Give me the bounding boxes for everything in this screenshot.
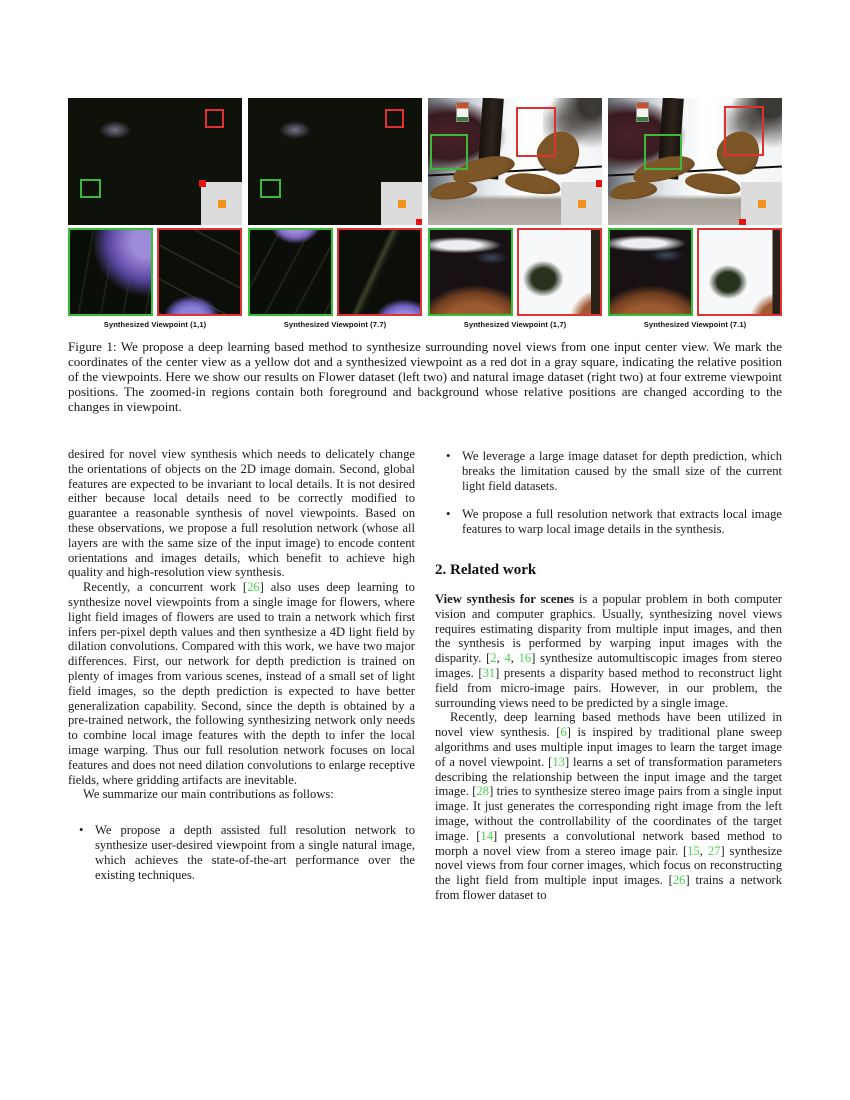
body-text: ] presents a convolutional network based method to morph a novel view from a stereo image pair. [	[435, 828, 783, 858]
green-region-box	[430, 134, 468, 170]
citation-link[interactable]: 28	[476, 784, 490, 799]
zoomed-crops-row	[68, 228, 782, 329]
synthesized-viewpoint-dot	[596, 180, 602, 187]
left-column	[68, 447, 415, 903]
crop-pair-3	[428, 228, 602, 329]
section-heading: 2. Related work	[435, 561, 537, 578]
green-region-box	[644, 134, 682, 170]
zoom-crop-red	[517, 228, 602, 316]
paragraph	[435, 710, 782, 902]
red-region-box	[205, 109, 224, 128]
figure-panel-3	[428, 98, 602, 225]
body-text: desired for novel view synthesis which needs to delicately change the orientations of objects on the 2D image domain. Second, global features are expected to be invariant to local details. It is not desired either because local details need to be correctly modified to guarantee a reasonable synthesis of novel viewpoints. Based on these observations, we propose a full resolution network (whose all layers are with the same size of the input image) to encode content orientations and images details, which benefit to achieve high quality and high-resolution view synthesis.	[68, 447, 415, 580]
list-item: • We leverage a large image dataset for depth prediction, which breaks the limitation caused by the small size of the current light field datasets.	[435, 449, 782, 493]
contributions-list	[68, 823, 415, 882]
center-view-dot	[578, 200, 586, 208]
citation-link[interactable]: 26	[247, 580, 260, 595]
citation-link[interactable]: 26	[672, 873, 686, 888]
citation-link[interactable]: 16	[518, 651, 532, 666]
zoom-crop-green	[248, 228, 333, 316]
crop-pair-2	[248, 228, 422, 329]
body-text: Recently, a concurrent work [	[83, 580, 248, 595]
crop-pair-1	[68, 228, 242, 329]
citation-link[interactable]: 27	[707, 843, 721, 858]
viewpoint-coordinate-square	[381, 182, 422, 225]
list-item: • We propose a full resolution network that extracts local image features to warp local image details in the synthesis.	[435, 507, 782, 537]
red-region-box	[724, 106, 764, 156]
body-columns	[68, 447, 782, 903]
citation-link[interactable]: 2	[490, 651, 497, 666]
body-text: Recently, deep learning based methods have been utilized in novel view synthesis. [	[435, 710, 782, 740]
figure-panel-1	[68, 98, 242, 225]
citation-link[interactable]: 15	[687, 843, 700, 858]
red-region-box	[385, 109, 404, 128]
figure-photo-row	[68, 98, 782, 225]
citation-link[interactable]: 6	[560, 725, 567, 740]
body-text: ] is inspired by traditional plane sweep algorithms and uses multiple input images to learn the target image of a novel viewpoint. [	[435, 725, 782, 769]
paragraph	[68, 580, 415, 787]
zoom-crop-red	[157, 228, 242, 316]
viewpoint-coordinate-square	[561, 182, 602, 225]
leaf	[683, 170, 741, 198]
center-view-dot	[218, 200, 226, 208]
red-region-box	[516, 107, 556, 157]
citation-link[interactable]: 14	[480, 828, 494, 843]
synthesized-viewpoint-dot	[416, 219, 422, 225]
paragraph	[68, 447, 415, 580]
zoom-crop-green	[68, 228, 153, 316]
citation-link[interactable]: 31	[482, 665, 496, 680]
bold-lead-text: View synthesis for scenes	[435, 591, 575, 606]
synthesized-viewpoint-dot	[739, 219, 746, 225]
body-text: ] learns a set of transformation parameters describing the relationship between the input image and the target image. [	[435, 754, 782, 799]
center-view-dot	[758, 200, 766, 208]
figure-panel-2	[248, 98, 422, 225]
paragraph: We summarize our main contributions as follows:	[83, 787, 334, 802]
synthesized-viewpoint-dot	[199, 180, 206, 187]
body-text: ,	[496, 651, 505, 666]
body-text: is a popular problem in both computer vision and computer graphics. Usually, synthesizing novel views requires estimating disparity from multiple input images, and then the synthesis is performed by warping input images with the disparity. [	[435, 591, 782, 666]
list-item: • We propose a depth assisted full resolution network to synthesize user-desired viewpoint from a single natural image, which achieves the state-of-the-art performance over the existing techniques.	[68, 823, 415, 882]
body-text: ] presents a disparity based method to reconstruct light field from micro-image pairs. However, in our problem, the surrounding views need to be predicted by a single image.	[435, 665, 783, 710]
body-text: ] synthesize novel views from four corner images, which focus on reconstructing the light field from multiple input images. [	[435, 843, 783, 888]
paragraph	[435, 592, 782, 710]
leaf	[609, 179, 658, 201]
center-view-dot	[398, 200, 406, 208]
zoom-crop-green	[608, 228, 693, 316]
body-text: ,	[699, 843, 708, 858]
viewpoint-label: Synthesized Viewpoint (7.1)	[643, 320, 747, 329]
contributions-list	[435, 449, 782, 537]
leaf	[429, 179, 478, 201]
viewpoint-coordinate-square	[201, 182, 242, 225]
viewpoint-label: Synthesized Viewpoint (1,7)	[463, 320, 567, 329]
citation-link[interactable]: 13	[552, 754, 565, 769]
body-text: ] also uses deep learning to synthesize novel viewpoints from a single image for flowers, where light field images of flowers are used to train a network which first infers per-pixel depth values and then synthesize a 4D light field by dilation convolutions. Compared with this work, we have two major differences. First, our network for depth prediction is trained on plenty of images from various scenes, instead of a small set of light field images, so the depth prediction is expected to have better generalization capability. Second, since the depth is obtained by a pre-trained network, the following synthesizing network only needs to combine local image features with the depth to infer the local image warping. Thus our full resolution network focuses on local features and does not need dilation convolutions to enlarge receptive fields, where gridding artifacts are inevitable.	[68, 580, 415, 787]
crop-pair-4	[608, 228, 782, 329]
zoom-crop-red	[697, 228, 782, 316]
body-text: ] trains a network from flower dataset to	[435, 873, 783, 902]
store-sign	[456, 102, 469, 122]
viewpoint-label: Synthesized Viewpoint (1,1)	[103, 320, 207, 329]
store-sign	[636, 102, 649, 122]
body-text: ] synthesize automultiscopic images from stereo images. [	[435, 651, 783, 680]
citation-link[interactable]: 4	[504, 651, 511, 666]
viewpoint-label: Synthesized Viewpoint (7.7)	[283, 320, 387, 329]
leaf	[503, 170, 561, 198]
right-column	[435, 447, 782, 903]
body-text: ] tries to synthesize stereo image pairs from a single input image. It just generates the corresponding right image from the left image, without the controllability of the coordinates of the target image. [	[435, 784, 783, 843]
viewpoint-coordinate-square	[741, 182, 782, 225]
figure-panel-4	[608, 98, 782, 225]
body-text: ,	[510, 651, 519, 666]
figure-1	[68, 98, 782, 414]
green-region-box	[260, 179, 281, 198]
zoom-crop-red	[337, 228, 422, 316]
figure-caption: Figure 1: We propose a deep learning based method to synthesize surrounding novel views from one input center view. We mark the coordinates of the center view as a yellow dot and a synthesized viewpoint as a red dot in a gray square, indicating the relative position of the viewpoints. Here we show our results on Flower dataset (left two) and natural image dataset (right two) at four extreme viewpoint positions. The zoomed-in regions contain both foreground and background whose relative positions are changed according to the changes in viewpoint.	[68, 339, 782, 414]
green-region-box	[80, 179, 101, 198]
zoom-crop-green	[428, 228, 513, 316]
